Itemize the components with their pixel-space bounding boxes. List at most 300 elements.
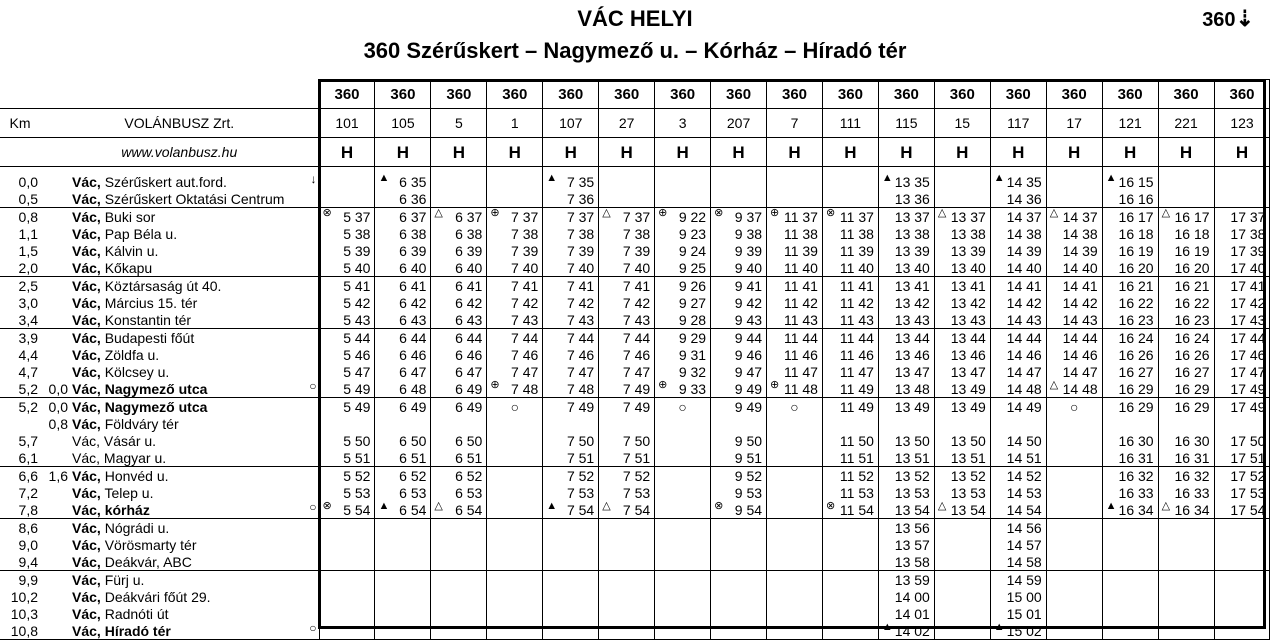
departure-time	[655, 190, 711, 208]
departure-time	[711, 415, 767, 432]
departure-time	[599, 588, 655, 605]
departure-time: 7 50	[543, 432, 599, 449]
time-value: 13 35	[894, 173, 930, 190]
trip-number: 5	[431, 109, 487, 138]
departure-time: 16 19	[1102, 242, 1158, 259]
departure-time	[375, 519, 431, 537]
trip-day-code: H	[543, 138, 599, 167]
departure-time: 16 29	[1158, 380, 1214, 398]
trip-line: 360	[1158, 80, 1214, 109]
departure-time: 6 53	[431, 484, 487, 501]
trip-number: 15	[934, 109, 990, 138]
departure-time	[767, 190, 823, 208]
departure-time	[822, 588, 878, 605]
stop-name-cell	[70, 553, 319, 571]
trip-symbol-icon: △	[1161, 207, 1171, 219]
departure-time	[1158, 605, 1214, 622]
stop-row	[0, 346, 1270, 363]
departure-time	[767, 173, 823, 190]
departure-time: 6 40	[431, 259, 487, 277]
trip-day-code: H	[822, 138, 878, 167]
departure-time: ○	[767, 398, 823, 416]
trip-line: 360	[767, 80, 823, 109]
stop-km: 10,8	[0, 622, 40, 640]
departure-time: 6 53	[375, 484, 431, 501]
trip-symbol-icon: △	[1049, 379, 1059, 391]
trip-number: 221	[1158, 109, 1214, 138]
departure-time	[1102, 519, 1158, 537]
departure-time: 16 19	[1158, 242, 1214, 259]
departure-time: 7 38	[599, 225, 655, 242]
departure-time: 11 39	[767, 242, 823, 259]
stop-name-cell	[70, 363, 319, 380]
stop-row	[0, 588, 1270, 605]
stop-row	[0, 173, 1270, 190]
departure-time: 5 42	[319, 294, 375, 311]
departure-time	[655, 484, 711, 501]
trip-symbol-icon: ⊗	[322, 207, 332, 219]
trip-line: 360	[711, 80, 767, 109]
departure-time: 16 32	[1102, 467, 1158, 485]
stop-marker: ○	[309, 500, 317, 514]
stop-km: 9,4	[18, 553, 38, 570]
stop-name-cell	[70, 190, 319, 208]
line-number-badge	[1202, 6, 1254, 32]
departure-time: 14 51	[990, 449, 1046, 467]
departure-time: 14 44	[1046, 329, 1102, 347]
stop-km-branch: 1,6	[40, 467, 70, 485]
departure-time: 13 40	[934, 259, 990, 277]
trip-line: 360	[1046, 80, 1102, 109]
departure-time	[1158, 501, 1214, 519]
departure-time: 6 46	[431, 346, 487, 363]
time-value: 9 37	[734, 208, 763, 225]
departure-time	[711, 208, 767, 226]
stop-name-cell	[70, 242, 319, 259]
departure-time	[431, 208, 487, 226]
departure-time: 17 50	[1214, 432, 1270, 449]
departure-time: 13 50	[934, 432, 990, 449]
departure-time: 7 44	[487, 329, 543, 347]
departure-time: 14 38	[1046, 225, 1102, 242]
stop-km-branch	[40, 329, 70, 347]
stop-km: 3,0	[18, 294, 38, 311]
trip-day-code: H	[990, 138, 1046, 167]
departure-time	[767, 380, 823, 398]
departure-time	[822, 605, 878, 622]
stop-town: Vác,	[72, 346, 101, 363]
departure-time	[487, 536, 543, 553]
departure-time: 9 47	[711, 363, 767, 380]
departure-time	[1046, 415, 1102, 432]
departure-time	[1102, 173, 1158, 190]
departure-time: 16 29	[1158, 398, 1214, 416]
stop-km-branch	[40, 449, 70, 467]
departure-time: 11 43	[822, 311, 878, 329]
departure-time: 11 44	[822, 329, 878, 347]
departure-time: 13 56	[878, 519, 934, 537]
stop-name: Budapesti főút	[104, 329, 195, 346]
departure-time: 14 56	[990, 519, 1046, 537]
departure-time: 7 40	[543, 259, 599, 277]
departure-time	[487, 432, 543, 449]
departure-time	[375, 622, 431, 640]
departure-time: 17 54	[1214, 501, 1270, 519]
departure-time: 11 38	[767, 225, 823, 242]
departure-time: 13 50	[878, 432, 934, 449]
departure-time: 14 54	[990, 501, 1046, 519]
departure-time	[487, 467, 543, 485]
stop-name-cell	[70, 622, 319, 640]
departure-time: 17 44	[1214, 329, 1270, 347]
departure-time: 14 42	[1046, 294, 1102, 311]
trip-number: 27	[599, 109, 655, 138]
departure-time: 6 47	[431, 363, 487, 380]
stop-km: 5,2	[18, 380, 38, 397]
departure-time: 5 43	[319, 311, 375, 329]
departure-time	[487, 449, 543, 467]
stop-km-branch	[40, 277, 70, 295]
stop-name: Honvéd u.	[104, 467, 169, 484]
trip-symbol-icon: ⊕	[770, 207, 780, 219]
time-value: 5 37	[343, 208, 371, 225]
stop-row	[0, 294, 1270, 311]
departure-time	[543, 553, 599, 571]
stop-name-cell	[70, 277, 319, 295]
departure-time	[375, 173, 431, 190]
departure-time	[1046, 519, 1102, 537]
departure-time	[599, 208, 655, 226]
departure-time: 7 47	[487, 363, 543, 380]
stop-row	[0, 190, 1270, 208]
departure-time: 16 26	[1158, 346, 1214, 363]
departure-time	[934, 190, 990, 208]
departure-time: 7 39	[487, 242, 543, 259]
stop-town: Vác,	[72, 519, 101, 536]
stop-town: Vác,	[72, 363, 101, 380]
departure-time: 14 53	[990, 484, 1046, 501]
stop-km-branch	[40, 225, 70, 242]
departure-time	[934, 208, 990, 226]
stop-name-cell	[70, 294, 319, 311]
departure-time: 16 20	[1158, 259, 1214, 277]
departure-time	[487, 553, 543, 571]
departure-time: 7 49	[543, 398, 599, 416]
departure-time	[1046, 432, 1102, 449]
departure-time	[822, 208, 878, 226]
departure-time: 13 49	[934, 380, 990, 398]
departure-time: 14 39	[1046, 242, 1102, 259]
route-subtitle: 360 Szérűskert – Nagymező u. – Kórház – Híradó tér	[363, 38, 907, 63]
departure-time: 13 47	[934, 363, 990, 380]
stop-name-cell	[70, 346, 319, 363]
time-value: 5 54	[343, 501, 371, 518]
departure-time	[1158, 536, 1214, 553]
departure-time: 13 40	[878, 259, 934, 277]
departure-time	[822, 190, 878, 208]
trip-symbol-icon: △	[1161, 500, 1171, 512]
departure-time: 9 44	[711, 329, 767, 347]
departure-time: ○	[1046, 398, 1102, 416]
departure-time: 13 47	[878, 363, 934, 380]
stop-name-cell	[70, 329, 319, 347]
departure-time	[655, 536, 711, 553]
time-value: 14 37	[1062, 208, 1098, 225]
stop-name: Kőkapu	[104, 259, 153, 276]
departure-time: 16 16	[1102, 190, 1158, 208]
departure-time: 6 42	[375, 294, 431, 311]
departure-time: 13 37	[878, 208, 934, 226]
departure-time	[822, 415, 878, 432]
departure-time: 7 40	[599, 259, 655, 277]
trip-line: 360	[487, 80, 543, 109]
stop-name-cell	[70, 536, 319, 553]
stop-town: Vác,	[72, 501, 101, 518]
departure-time: 9 31	[655, 346, 711, 363]
departure-time: 16 26	[1102, 346, 1158, 363]
trip-day-code: H	[599, 138, 655, 167]
time-value: 9 54	[734, 501, 763, 518]
trip-symbol-icon: △	[602, 207, 611, 219]
stop-row	[0, 432, 1270, 449]
departure-time: 11 50	[822, 432, 878, 449]
departure-time: 6 40	[375, 259, 431, 277]
time-value: 7 54	[566, 501, 595, 518]
departure-time	[655, 519, 711, 537]
departure-time: 17 43	[1214, 311, 1270, 329]
departure-time: 17 47	[1214, 363, 1270, 380]
stop-km: 5,2	[0, 398, 40, 416]
time-value: 6 35	[399, 173, 427, 190]
stop-name-cell	[70, 173, 319, 190]
trip-line: 360	[431, 80, 487, 109]
departure-time	[767, 467, 823, 485]
departure-time: 13 59	[878, 571, 934, 589]
stop-km-branch: 0,0	[48, 380, 68, 397]
departure-time	[767, 622, 823, 640]
departure-time	[1046, 208, 1102, 226]
departure-time: 6 48	[375, 380, 431, 398]
departure-time	[319, 173, 375, 190]
departure-time	[1046, 173, 1102, 190]
trip-symbol-icon: ⊗	[714, 500, 724, 512]
trip-line: 360	[543, 80, 599, 109]
departure-time: 13 38	[878, 225, 934, 242]
trip-day-code: H	[1214, 138, 1270, 167]
departure-time	[1158, 588, 1214, 605]
time-value: 14 35	[1006, 173, 1042, 190]
departure-time: 7 52	[599, 467, 655, 485]
departure-time: 14 47	[990, 363, 1046, 380]
departure-time: 5 49	[319, 398, 375, 416]
stop-km: 2,5	[0, 277, 40, 295]
departure-time	[375, 605, 431, 622]
departure-time: 16 27	[1158, 363, 1214, 380]
stop-town: Vác,	[72, 277, 101, 294]
departure-time	[543, 622, 599, 640]
stop-row	[0, 380, 1270, 398]
stop-km-branch	[40, 294, 70, 311]
trip-symbol-icon: △	[937, 207, 947, 219]
trip-day-code: H	[1158, 138, 1214, 167]
departure-time: 6 44	[431, 329, 487, 347]
departure-time	[878, 622, 934, 640]
departure-time	[878, 415, 934, 432]
departure-time	[711, 571, 767, 589]
departure-time: 14 59	[990, 571, 1046, 589]
departure-time: 17 38	[1214, 225, 1270, 242]
time-value: 6 54	[455, 501, 483, 518]
departure-time	[1046, 571, 1102, 589]
stop-km: 4,4	[18, 346, 38, 363]
time-value: 16 17	[1174, 208, 1210, 225]
departure-time: 9 28	[655, 311, 711, 329]
departure-time: 14 40	[1046, 259, 1102, 277]
departure-time: 5 44	[319, 329, 375, 347]
departure-time	[934, 519, 990, 537]
departure-time: 9 52	[711, 467, 767, 485]
departure-time	[822, 553, 878, 571]
departure-time: 11 42	[822, 294, 878, 311]
departure-time	[543, 173, 599, 190]
departure-time: 7 46	[599, 346, 655, 363]
departure-time: 16 24	[1158, 329, 1214, 347]
stop-km-branch	[40, 311, 70, 329]
departure-time	[655, 449, 711, 467]
departure-time	[767, 501, 823, 519]
departure-time: 16 31	[1158, 449, 1214, 467]
departure-time: 16 30	[1158, 432, 1214, 449]
departure-time	[990, 173, 1046, 190]
departure-time: 14 47	[1046, 363, 1102, 380]
departure-time: 13 58	[878, 553, 934, 571]
trip-symbol-icon: ▲	[1105, 172, 1117, 184]
trip-number: 121	[1102, 109, 1158, 138]
down-arrow-icon: ⇣	[1235, 6, 1254, 31]
departure-time	[655, 432, 711, 449]
departure-time: 7 53	[543, 484, 599, 501]
departure-time	[767, 484, 823, 501]
stop-km: 8,6	[0, 519, 40, 537]
departure-time: 11 39	[822, 242, 878, 259]
departure-time: 6 52	[375, 467, 431, 485]
departure-time: 7 38	[543, 225, 599, 242]
departure-time	[319, 415, 375, 432]
departure-time: 6 43	[431, 311, 487, 329]
departure-time	[822, 519, 878, 537]
stop-km: 6,6	[0, 467, 40, 485]
time-value: 16 15	[1118, 173, 1154, 190]
time-value: 13 37	[950, 208, 986, 225]
timetable	[0, 79, 1270, 640]
trip-day-code: H	[319, 138, 375, 167]
stop-km: 9,0	[18, 536, 38, 553]
departure-time: 16 22	[1158, 294, 1214, 311]
departure-time: 16 32	[1158, 467, 1214, 485]
trip-line: 360	[375, 80, 431, 109]
departure-time: 13 53	[934, 484, 990, 501]
stop-row	[0, 467, 1270, 485]
departure-time: 17 42	[1214, 294, 1270, 311]
departure-time	[1046, 536, 1102, 553]
departure-time: 7 47	[599, 363, 655, 380]
departure-time: 14 52	[990, 467, 1046, 485]
departure-time	[543, 536, 599, 553]
departure-time	[319, 605, 375, 622]
departure-time	[1158, 622, 1214, 640]
departure-time: 6 36	[375, 190, 431, 208]
departure-time: 5 41	[319, 277, 375, 295]
departure-time	[934, 415, 990, 432]
departure-time: 7 51	[543, 449, 599, 467]
stop-row	[0, 484, 1270, 501]
departure-time	[375, 571, 431, 589]
departure-time: 14 36	[990, 190, 1046, 208]
stop-name: Deákvári főút 29.	[104, 588, 211, 605]
departure-time: 17 51	[1214, 449, 1270, 467]
stop-name: Vác, Magyar u.	[72, 449, 167, 466]
header-blank	[0, 138, 40, 167]
stop-row	[0, 519, 1270, 537]
departure-time: 14 39	[990, 242, 1046, 259]
departure-time	[1046, 380, 1102, 398]
trip-symbol-icon: △	[434, 500, 443, 512]
stop-name: Szérűskert Oktatási Centrum	[104, 190, 285, 207]
departure-time: 16 24	[1102, 329, 1158, 347]
departure-time: 13 57	[878, 536, 934, 553]
departure-time	[599, 519, 655, 537]
departure-time	[934, 588, 990, 605]
departure-time: 11 47	[822, 363, 878, 380]
line-number: 360	[1202, 9, 1236, 31]
departure-time	[822, 571, 878, 589]
departure-time: 7 43	[543, 311, 599, 329]
departure-time	[487, 208, 543, 226]
stop-km-branch	[40, 553, 70, 571]
time-value: 7 37	[622, 208, 651, 225]
stop-row	[0, 259, 1270, 277]
trip-line: 360	[1214, 80, 1270, 109]
departure-time: 7 43	[599, 311, 655, 329]
stop-name: Deákvár, ABC	[104, 553, 192, 570]
stop-row	[0, 398, 1270, 416]
departure-time: 6 41	[375, 277, 431, 295]
trip-symbol-icon: ⊕	[658, 379, 668, 391]
departure-time: 17 40	[1214, 259, 1270, 277]
stop-km-branch	[40, 571, 70, 589]
stop-name-cell	[70, 571, 319, 589]
departure-time	[822, 536, 878, 553]
departure-time: ○	[487, 398, 543, 416]
departure-time	[1214, 415, 1270, 432]
departure-time: 17 53	[1214, 484, 1270, 501]
km-header: Km	[0, 109, 40, 138]
departure-time	[319, 536, 375, 553]
website: www.volanbusz.hu	[40, 138, 319, 167]
departure-time	[1214, 588, 1270, 605]
time-value: 11 37	[783, 208, 818, 225]
trip-symbol-icon: △	[1049, 207, 1059, 219]
departure-time: 7 41	[487, 277, 543, 295]
trip-symbol-icon: ⊗	[825, 207, 836, 219]
stop-km-branch	[40, 190, 70, 208]
departure-time	[767, 553, 823, 571]
departure-time	[431, 415, 487, 432]
departure-time: 7 39	[599, 242, 655, 259]
departure-time: 7 37	[543, 208, 599, 226]
departure-time: 5 46	[319, 346, 375, 363]
departure-time: 16 27	[1102, 363, 1158, 380]
